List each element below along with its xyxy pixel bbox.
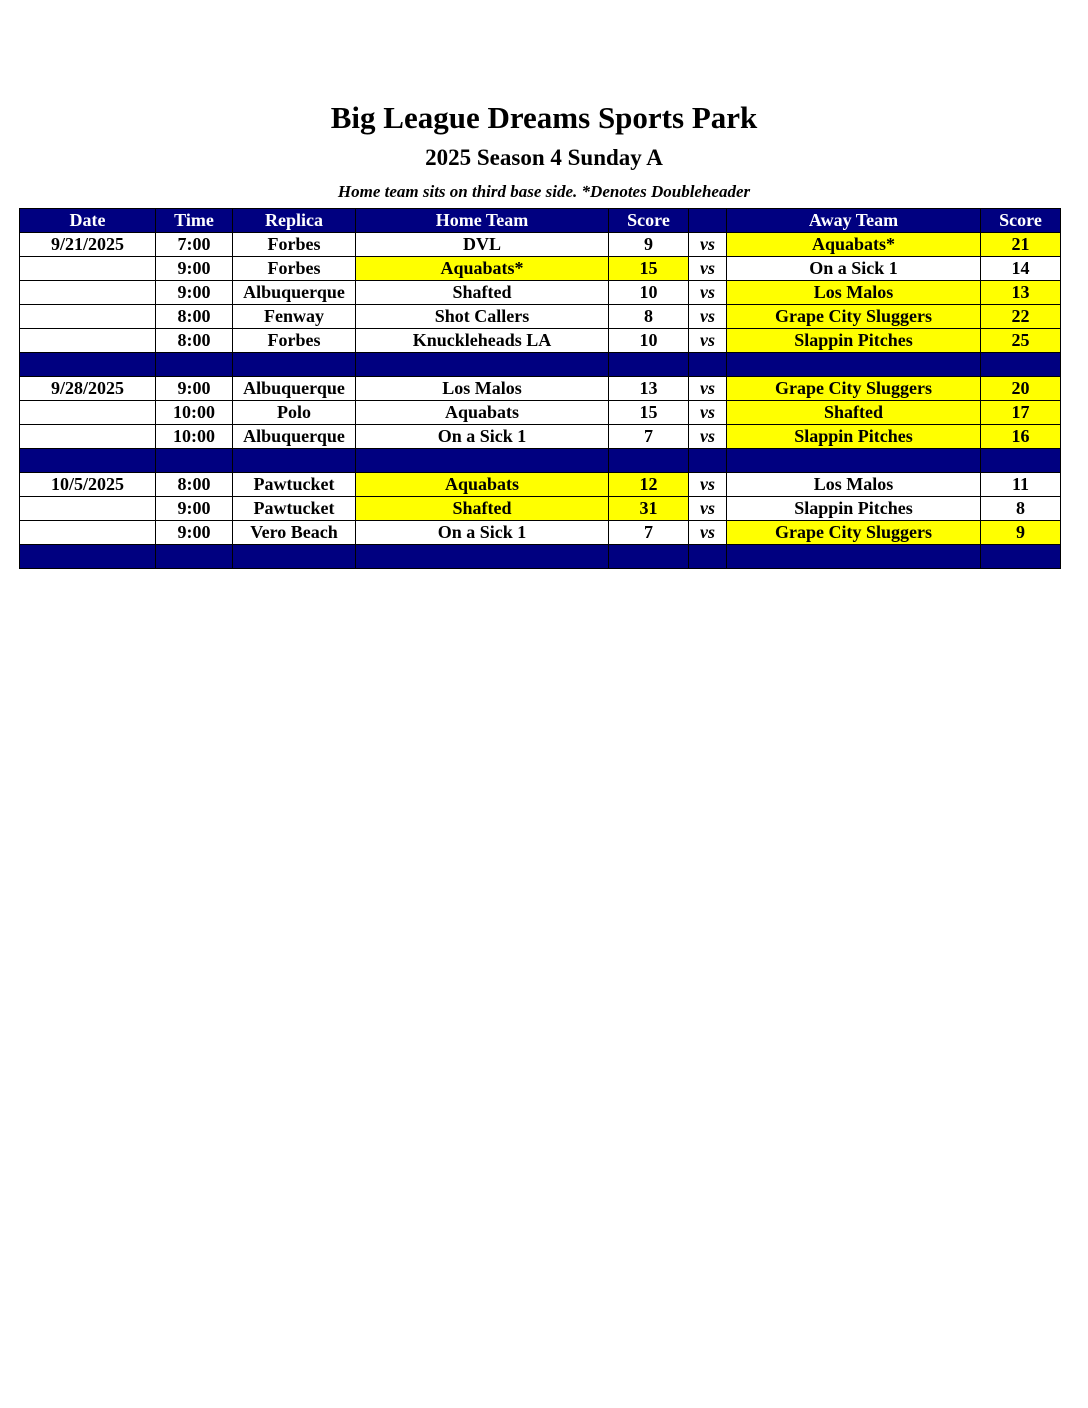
date-cell [20, 329, 156, 353]
home-team-cell: Shafted [356, 497, 609, 521]
table-row [20, 257, 1061, 281]
replica-cell: Fenway [233, 305, 356, 329]
time-cell: 9:00 [156, 257, 233, 281]
separator-cell [727, 545, 981, 569]
replica-cell: Vero Beach [233, 521, 356, 545]
table-header-row [20, 209, 1061, 233]
home-team-cell: On a Sick 1 [356, 521, 609, 545]
separator-cell [981, 545, 1061, 569]
table-row [20, 401, 1061, 425]
home-score-cell: 13 [609, 377, 689, 401]
home-score-cell: 7 [609, 521, 689, 545]
date-cell [20, 305, 156, 329]
away-score-cell: 9 [981, 521, 1061, 545]
separator-cell [981, 449, 1061, 473]
away-score-cell: 20 [981, 377, 1061, 401]
home-score-cell: 8 [609, 305, 689, 329]
separator-cell [689, 545, 727, 569]
schedule-body [20, 233, 1061, 569]
separator-cell [609, 449, 689, 473]
separator-row [20, 545, 1061, 569]
date-cell [20, 521, 156, 545]
separator-row [20, 353, 1061, 377]
time-cell: 8:00 [156, 329, 233, 353]
home-score-cell: 9 [609, 233, 689, 257]
vs-cell: vs [689, 281, 727, 305]
home-score-cell: 12 [609, 473, 689, 497]
separator-cell [20, 449, 156, 473]
away-team-cell: Slappin Pitches [727, 425, 981, 449]
away-team-cell: Slappin Pitches [727, 329, 981, 353]
table-row [20, 425, 1061, 449]
date-cell [20, 281, 156, 305]
date-cell: 9/21/2025 [20, 233, 156, 257]
away-score-cell: 11 [981, 473, 1061, 497]
away-score-cell: 8 [981, 497, 1061, 521]
home-team-cell: Aquabats [356, 473, 609, 497]
vs-cell: vs [689, 257, 727, 281]
time-cell: 7:00 [156, 233, 233, 257]
date-cell [20, 497, 156, 521]
column-header-vs [689, 209, 727, 233]
home-team-cell: Knuckleheads LA [356, 329, 609, 353]
table-row [20, 497, 1061, 521]
schedule-table [19, 208, 1061, 569]
table-row [20, 281, 1061, 305]
date-cell [20, 257, 156, 281]
table-row [20, 233, 1061, 257]
separator-cell [689, 353, 727, 377]
table-row [20, 329, 1061, 353]
away-team-cell: Slappin Pitches [727, 497, 981, 521]
vs-cell: vs [689, 473, 727, 497]
home-team-cell: Aquabats* [356, 257, 609, 281]
replica-cell: Albuquerque [233, 425, 356, 449]
home-score-cell: 7 [609, 425, 689, 449]
away-score-cell: 21 [981, 233, 1061, 257]
home-team-cell: Los Malos [356, 377, 609, 401]
away-score-cell: 14 [981, 257, 1061, 281]
away-score-cell: 25 [981, 329, 1061, 353]
separator-cell [233, 545, 356, 569]
time-cell: 9:00 [156, 521, 233, 545]
away-score-cell: 17 [981, 401, 1061, 425]
away-team-cell: Aquabats* [727, 233, 981, 257]
vs-cell: vs [689, 401, 727, 425]
vs-cell: vs [689, 377, 727, 401]
home-score-cell: 10 [609, 329, 689, 353]
separator-cell [609, 353, 689, 377]
column-header-time: Time [156, 209, 233, 233]
vs-cell: vs [689, 497, 727, 521]
table-row [20, 377, 1061, 401]
replica-cell: Forbes [233, 257, 356, 281]
column-header-replica: Replica [233, 209, 356, 233]
home-score-cell: 15 [609, 401, 689, 425]
away-team-cell: Shafted [727, 401, 981, 425]
date-cell: 10/5/2025 [20, 473, 156, 497]
home-team-cell: On a Sick 1 [356, 425, 609, 449]
replica-cell: Albuquerque [233, 281, 356, 305]
time-cell: 8:00 [156, 473, 233, 497]
time-cell: 10:00 [156, 401, 233, 425]
table-row [20, 473, 1061, 497]
column-header-date: Date [20, 209, 156, 233]
home-team-cell: DVL [356, 233, 609, 257]
separator-cell [156, 545, 233, 569]
separator-cell [233, 449, 356, 473]
column-header-away-score: Score [981, 209, 1061, 233]
separator-row [20, 449, 1061, 473]
page-subtitle: 2025 Season 4 Sunday A [425, 145, 663, 170]
away-score-cell: 22 [981, 305, 1061, 329]
vs-cell: vs [689, 233, 727, 257]
time-cell: 8:00 [156, 305, 233, 329]
home-team-cell: Shot Callers [356, 305, 609, 329]
separator-cell [981, 353, 1061, 377]
separator-cell [609, 545, 689, 569]
replica-cell: Forbes [233, 329, 356, 353]
replica-cell: Polo [233, 401, 356, 425]
table-row [20, 305, 1061, 329]
vs-cell: vs [689, 425, 727, 449]
replica-cell: Albuquerque [233, 377, 356, 401]
vs-cell: vs [689, 329, 727, 353]
separator-cell [233, 353, 356, 377]
away-team-cell: Los Malos [727, 473, 981, 497]
separator-cell [156, 449, 233, 473]
separator-cell [20, 353, 156, 377]
away-team-cell: On a Sick 1 [727, 257, 981, 281]
home-score-cell: 31 [609, 497, 689, 521]
page-title: Big League Dreams Sports Park [330, 100, 758, 135]
date-cell: 9/28/2025 [20, 377, 156, 401]
separator-cell [356, 449, 609, 473]
vs-cell: vs [689, 305, 727, 329]
separator-cell [689, 449, 727, 473]
away-team-cell: Grape City Sluggers [727, 305, 981, 329]
away-team-cell: Grape City Sluggers [727, 521, 981, 545]
separator-cell [727, 449, 981, 473]
home-team-cell: Aquabats [356, 401, 609, 425]
separator-cell [156, 353, 233, 377]
column-header-home-team: Home Team [356, 209, 609, 233]
vs-cell: vs [689, 521, 727, 545]
separator-cell [356, 545, 609, 569]
separator-cell [20, 545, 156, 569]
away-team-cell: Grape City Sluggers [727, 377, 981, 401]
replica-cell: Pawtucket [233, 497, 356, 521]
away-score-cell: 16 [981, 425, 1061, 449]
schedule-note: Home team sits on third base side. *Denotes Doubleheader [337, 182, 751, 201]
time-cell: 9:00 [156, 281, 233, 305]
replica-cell: Pawtucket [233, 473, 356, 497]
home-team-cell: Shafted [356, 281, 609, 305]
date-cell [20, 401, 156, 425]
replica-cell: Forbes [233, 233, 356, 257]
date-cell [20, 425, 156, 449]
away-team-cell: Los Malos [727, 281, 981, 305]
table-row [20, 521, 1061, 545]
separator-cell [727, 353, 981, 377]
separator-cell [356, 353, 609, 377]
time-cell: 9:00 [156, 377, 233, 401]
column-header-away-team: Away Team [727, 209, 981, 233]
away-score-cell: 13 [981, 281, 1061, 305]
home-score-cell: 10 [609, 281, 689, 305]
time-cell: 10:00 [156, 425, 233, 449]
time-cell: 9:00 [156, 497, 233, 521]
home-score-cell: 15 [609, 257, 689, 281]
column-header-home-score: Score [609, 209, 689, 233]
